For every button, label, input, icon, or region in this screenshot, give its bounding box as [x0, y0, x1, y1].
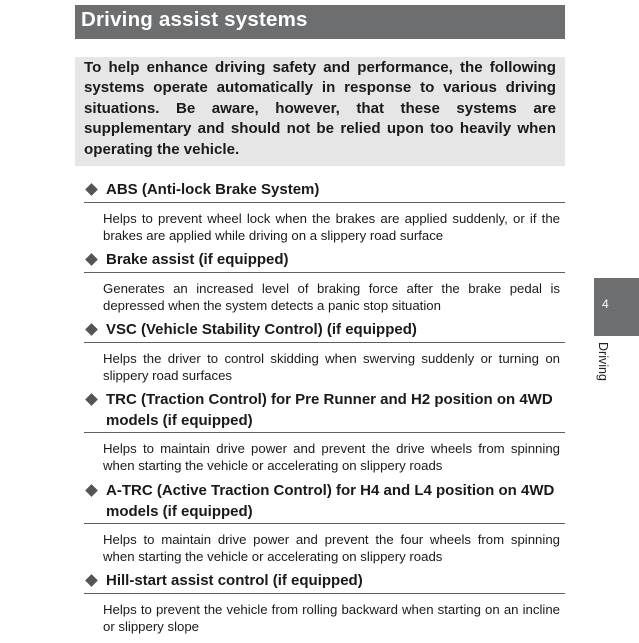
diamond-bullet-icon	[85, 183, 98, 196]
section-heading	[84, 180, 565, 203]
section-heading-text: Brake assist (if equipped)	[106, 251, 289, 268]
chapter-number: 4	[602, 297, 609, 311]
section-brake-assist	[84, 250, 565, 314]
section-vsc	[84, 320, 565, 384]
intro-text: To help enhance driving safety and performance, the following systems operate automatically in response to various driving situations. Be aware, however, that these systems are supplementary and should not be relied upon too heavily when operating the vehicle.	[84, 59, 556, 158]
intro-box	[75, 57, 565, 166]
page-title: Driving assist systems	[81, 8, 308, 31]
section-heading	[84, 481, 565, 524]
chapter-label-box	[596, 342, 616, 386]
chapter-label: Driving	[596, 342, 610, 381]
section-a-trc	[84, 481, 565, 565]
diamond-bullet-icon	[85, 574, 98, 587]
section-heading-text: VSC (Vehicle Stability Control) (if equipped)	[106, 321, 417, 338]
diamond-bullet-icon	[85, 323, 98, 336]
section-abs	[84, 180, 565, 244]
section-heading-text: TRC (Traction Control) for Pre Runner and H2 position on 4WD models (if equipped)	[106, 391, 553, 429]
section-heading	[84, 390, 565, 433]
section-title-bar	[75, 5, 565, 39]
chapter-tab	[594, 278, 639, 336]
section-hill-start-assist	[84, 571, 565, 635]
section-heading	[84, 320, 565, 343]
section-heading-text: ABS (Anti-lock Brake System)	[106, 181, 320, 198]
section-description: Helps to prevent the vehicle from rolling backward when starting on an incline or slippery slope	[103, 601, 560, 634]
section-description: Helps the driver to control skidding when swerving suddenly or turning on slippery road surfaces	[103, 350, 560, 383]
section-description: Generates an increased level of braking force after the brake pedal is depressed when the system detects a panic stop situation	[103, 280, 560, 313]
diamond-bullet-icon	[85, 484, 98, 497]
section-heading	[84, 571, 565, 594]
section-description: Helps to maintain drive power and prevent the four wheels from spinning when starting the vehicle or accelerating on slippery roads	[103, 532, 560, 564]
section-heading-text: Hill-start assist control (if equipped)	[106, 572, 363, 589]
diamond-bullet-icon	[85, 253, 98, 266]
section-heading	[84, 250, 565, 273]
section-heading-text: A-TRC (Active Traction Control) for H4 and L4 position on 4WD models (if equipped)	[106, 482, 555, 520]
diamond-bullet-icon	[85, 393, 98, 406]
section-description: Helps to prevent wheel lock when the brakes are applied suddenly, or if the brakes are applied while driving on a slippery road surface	[103, 210, 560, 243]
section-description: Helps to maintain drive power and prevent the drive wheels from spinning when starting the vehicle or accelerating on slippery roads	[103, 441, 560, 473]
section-trc	[84, 390, 565, 474]
